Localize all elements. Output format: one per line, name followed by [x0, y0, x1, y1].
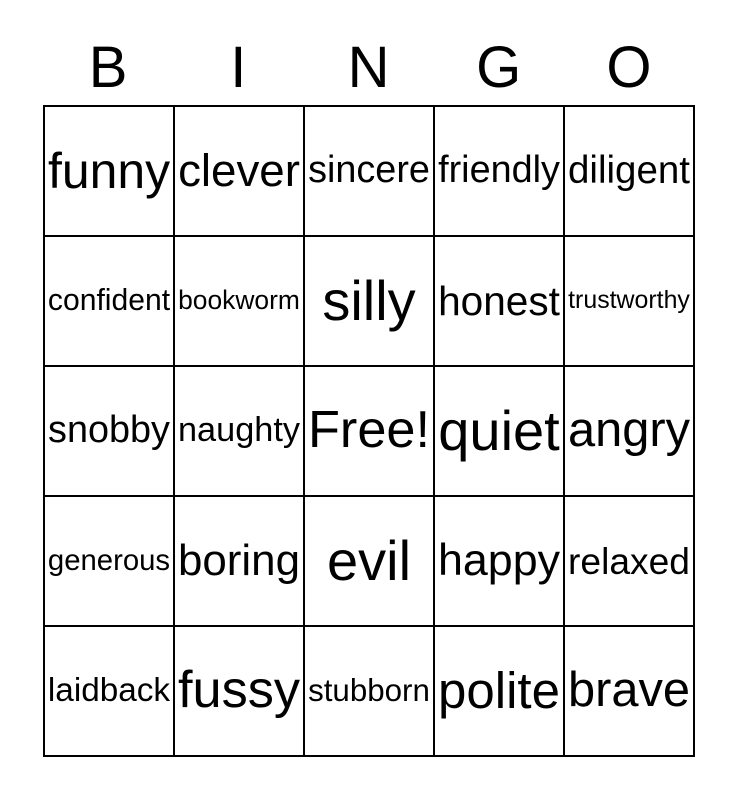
bingo-cell[interactable] — [435, 237, 565, 367]
bingo-cell-label: evil — [326, 529, 412, 593]
title-letter-o: O — [606, 35, 652, 100]
bingo-cell-label: brave — [567, 663, 691, 718]
bingo-cell[interactable] — [565, 107, 695, 237]
bingo-cell-label: laidback — [47, 671, 171, 709]
bingo-cell[interactable] — [565, 237, 695, 367]
bingo-cell[interactable] — [305, 107, 435, 237]
bingo-cell[interactable] — [175, 107, 305, 237]
bingo-cell-label: generous — [47, 543, 171, 577]
bingo-cell-label: silly — [322, 269, 416, 333]
bingo-cell[interactable] — [45, 367, 175, 497]
bingo-cell[interactable] — [175, 627, 305, 757]
title-letter-i: I — [230, 35, 247, 100]
bingo-cell[interactable] — [435, 107, 565, 237]
bingo-cell-label: fussy — [177, 661, 301, 720]
bingo-cell[interactable] — [45, 627, 175, 757]
title-letter-n: N — [347, 35, 390, 100]
bingo-cell-label: quiet — [438, 399, 560, 463]
bingo-cell[interactable] — [45, 497, 175, 627]
bingo-cell-label: clever — [178, 144, 300, 196]
bingo-cell[interactable] — [435, 627, 565, 757]
bingo-cell-label: boring — [177, 535, 300, 585]
bingo-cell-label: snobby — [48, 409, 170, 452]
bingo-cell-label: relaxed — [568, 539, 690, 582]
bingo-cell-label: trustworthy — [568, 286, 690, 315]
bingo-cell-label: bookworm — [178, 285, 300, 316]
free-cell[interactable] — [305, 367, 435, 497]
bingo-cell[interactable] — [565, 627, 695, 757]
bingo-cell-label: confident — [47, 284, 171, 318]
bingo-cell[interactable] — [305, 627, 435, 757]
bingo-cell-label: honest — [438, 277, 560, 324]
bingo-cell-label: naughty — [177, 411, 301, 450]
bingo-cell-label: happy — [437, 535, 561, 586]
bingo-cell[interactable] — [565, 367, 695, 497]
bingo-cell[interactable] — [565, 497, 695, 627]
bingo-cell[interactable] — [45, 237, 175, 367]
bingo-cell[interactable] — [175, 367, 305, 497]
bingo-cell-label: angry — [567, 403, 691, 458]
bingo-title — [43, 34, 694, 102]
bingo-cell-label: stubborn — [308, 672, 430, 708]
free-cell-label: Free! — [307, 401, 431, 460]
bingo-cell[interactable] — [45, 107, 175, 237]
title-letter-b: B — [88, 35, 128, 100]
bingo-cell[interactable] — [305, 237, 435, 367]
bingo-cell[interactable] — [305, 497, 435, 627]
bingo-cell-label: funny — [47, 142, 171, 199]
bingo-cell-label: sincere — [308, 149, 430, 192]
title-letter-g: G — [476, 35, 522, 100]
bingo-cell-label: polite — [438, 661, 560, 719]
bingo-cell-label: friendly — [438, 149, 560, 192]
bingo-cell[interactable] — [175, 237, 305, 367]
bingo-card-grid — [43, 105, 695, 757]
bingo-cell[interactable] — [435, 497, 565, 627]
bingo-cell[interactable] — [175, 497, 305, 627]
bingo-cell[interactable] — [435, 367, 565, 497]
bingo-cell-label: diligent — [567, 148, 690, 192]
